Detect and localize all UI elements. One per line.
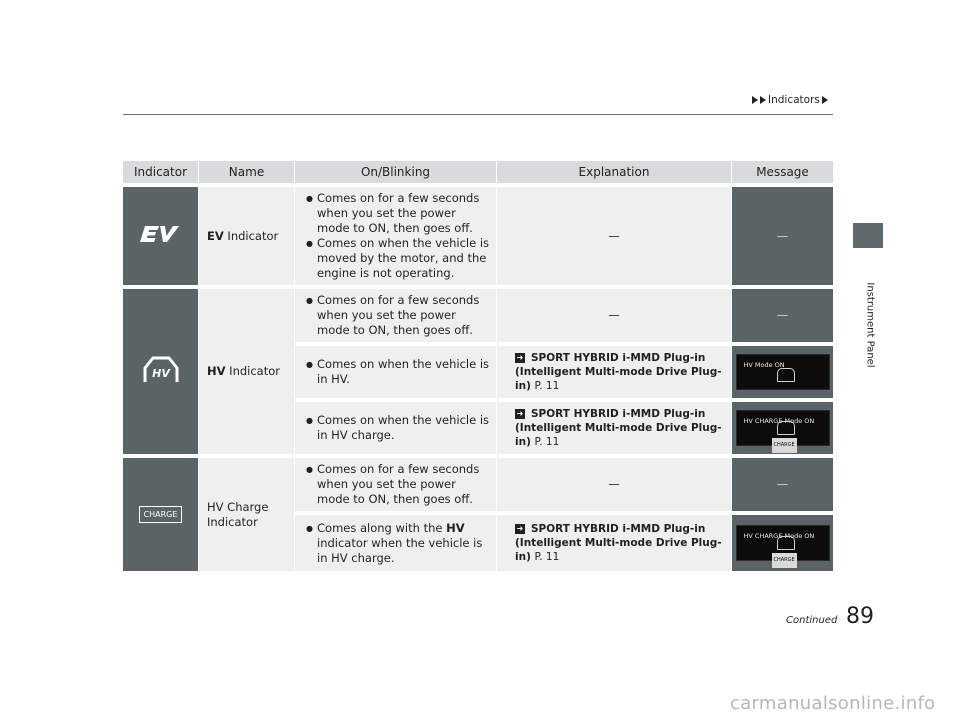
indicator-name: EV Indicator (199, 187, 295, 285)
list-item: ● Comes on for a few seconds when you set the power mode to ON, then goes off. (317, 191, 490, 236)
section-side-label: Instrument Panel (864, 282, 876, 368)
explanation-cell: — (497, 289, 732, 342)
message-cell: — (732, 458, 833, 511)
message-cell (732, 346, 833, 398)
explanation-cell: — (497, 187, 732, 285)
list-item: ● Comes on when the vehicle is in HV charge. (317, 413, 490, 443)
charge-label-icon: CHARGE (139, 506, 183, 523)
message-cell (732, 515, 833, 571)
explanation-cell (497, 515, 732, 571)
column-header: Message (732, 161, 833, 183)
charge-label-icon: CHARGE (772, 553, 797, 568)
header-rule (123, 114, 833, 115)
breadcrumb (752, 94, 828, 106)
ev-mode-icon (139, 223, 183, 245)
indicator-name: HV Charge Indicator (199, 458, 295, 571)
table-header-row (123, 161, 833, 183)
section-tab (853, 223, 883, 248)
cross-reference-arrow-icon: ➜ (516, 524, 524, 533)
hv-mode-car-icon (777, 421, 795, 435)
explanation-cell (497, 402, 732, 454)
explanation-cell: — (497, 458, 732, 511)
onblink-cell (295, 187, 497, 285)
list-item: ● Comes on for a few seconds when you set the power mode to ON, then goes off. (317, 293, 490, 338)
indicator-cell (123, 289, 199, 454)
column-header: Indicator (123, 161, 199, 183)
hv-mode-car-icon (141, 355, 181, 385)
table-row (123, 289, 833, 342)
breadcrumb-arrow-icon (822, 96, 828, 104)
column-header: On/Blinking (295, 161, 497, 183)
watermark: carmanualsonline.info (730, 693, 936, 714)
breadcrumb-arrow-icon (760, 96, 766, 104)
hv-mode-car-icon (777, 368, 795, 382)
continued-label: Continued (786, 615, 838, 626)
cross-reference-link[interactable]: ➜ SPORT HYBRID i-MMD Plug-in (Intelligent Multi-mode Drive Plug-in) P. 11 (515, 408, 722, 448)
hv-mode-screen: HV Mode ON (736, 354, 830, 390)
indicator-name: HV Indicator (199, 289, 295, 454)
cross-reference-link[interactable]: ➜ SPORT HYBRID i-MMD Plug-in (Intelligent Multi-mode Drive Plug-in) P. 11 (515, 352, 722, 392)
cross-reference-link[interactable]: ➜ SPORT HYBRID i-MMD Plug-in (Intelligent Multi-mode Drive Plug-in) P. 11 (515, 523, 722, 563)
charge-label-icon: CHARGE (772, 438, 797, 453)
onblink-cell (295, 289, 497, 342)
message-cell (732, 402, 833, 454)
hv-mode-car-icon (777, 536, 795, 550)
onblink-cell (295, 458, 497, 511)
message-cell: — (732, 187, 833, 285)
breadcrumb-label: Indicators (768, 94, 820, 106)
svg-text:HV: HV (151, 366, 170, 380)
list-item: ● Comes along with the HV indicator when the vehicle is in HV charge. (317, 521, 490, 566)
list-item: ● Comes on when the vehicle is moved by the motor, and the engine is not operating. (317, 236, 490, 281)
indicator-cell (123, 187, 199, 285)
page-number: 89 (846, 604, 874, 629)
indicator-cell (123, 458, 199, 571)
indicator-table (123, 157, 833, 575)
onblink-cell (295, 346, 497, 398)
list-item: ● Comes on when the vehicle is in HV. (317, 357, 490, 387)
cross-reference-arrow-icon: ➜ (516, 409, 524, 418)
list-item: ● Comes on for a few seconds when you set the power mode to ON, then goes off. (317, 462, 490, 507)
onblink-cell (295, 402, 497, 454)
onblink-cell (295, 515, 497, 571)
breadcrumb-arrow-icon (752, 96, 758, 104)
table-row (123, 458, 833, 511)
column-header: Name (199, 161, 295, 183)
hv-charge-screen: HV CHARGE Mode ON CHARGE (736, 525, 830, 561)
hv-charge-screen: HV CHARGE Mode ON CHARGE (736, 410, 830, 446)
message-cell: — (732, 289, 833, 342)
column-header: Explanation (497, 161, 732, 183)
table-row (123, 187, 833, 285)
cross-reference-arrow-icon: ➜ (516, 353, 524, 362)
explanation-cell (497, 346, 732, 398)
